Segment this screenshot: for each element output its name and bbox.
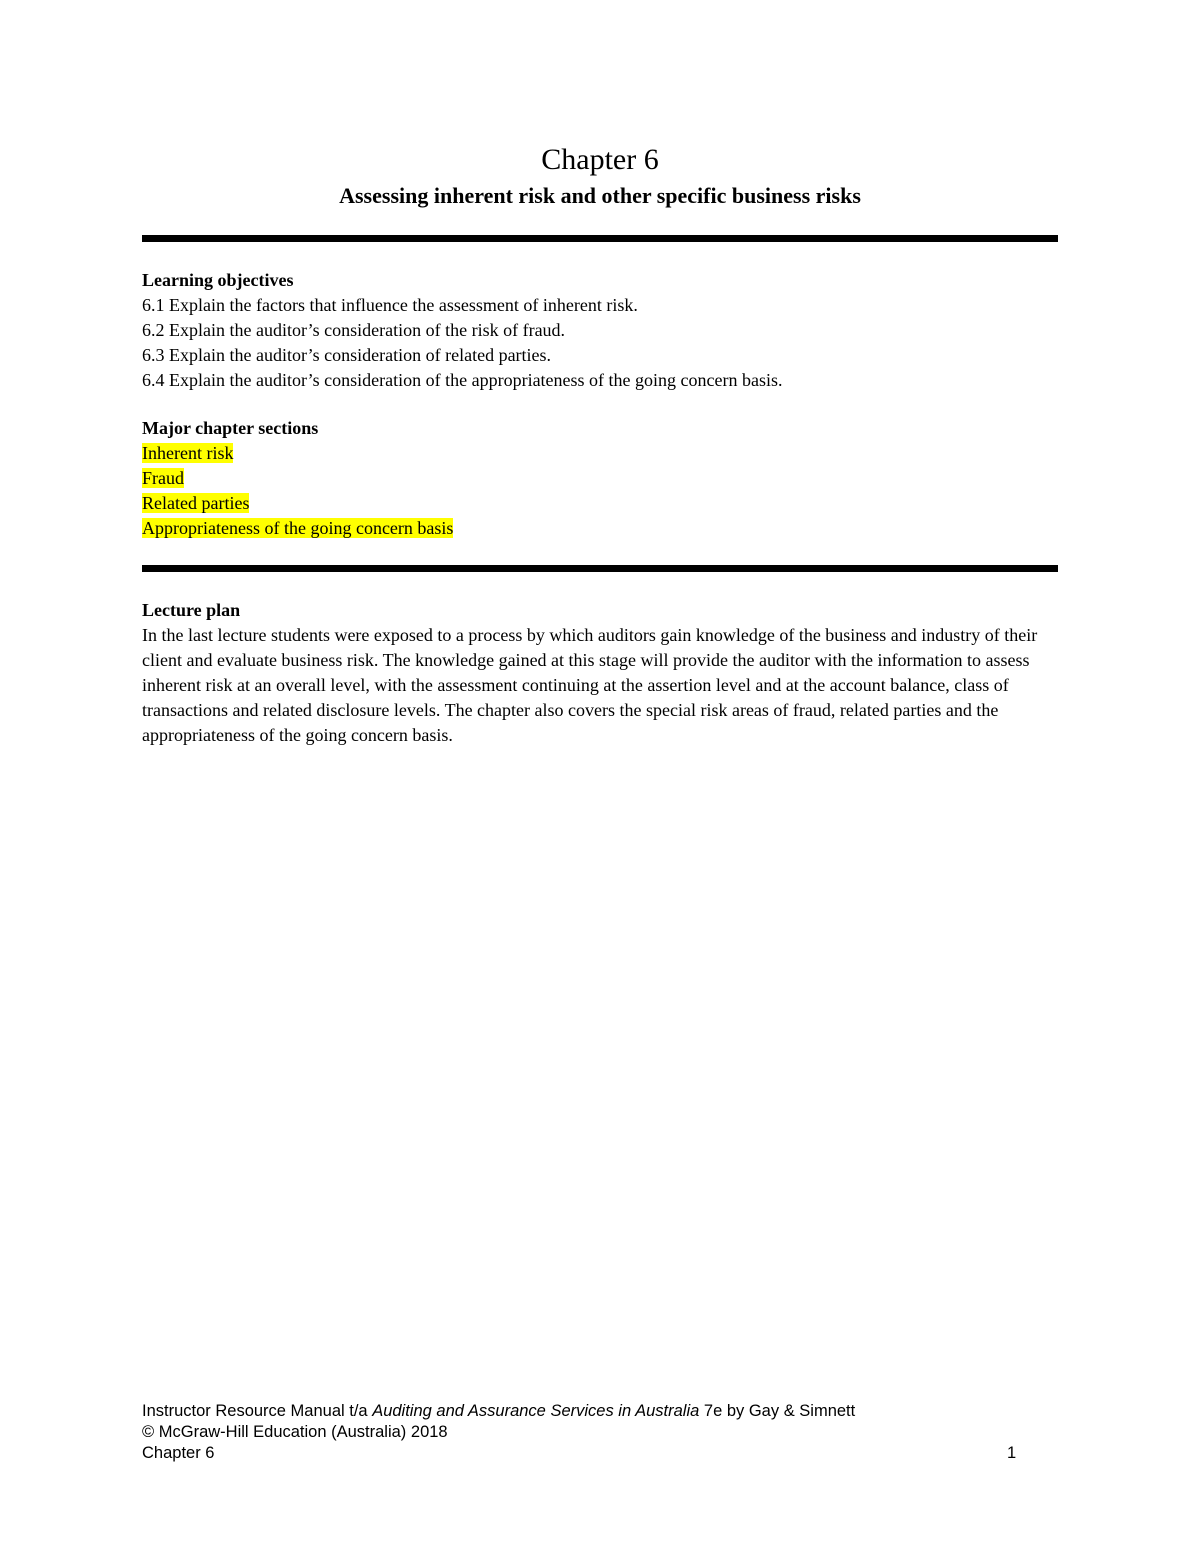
section-item: Appropriateness of the going concern basis bbox=[142, 518, 454, 538]
page-number: 1 bbox=[1007, 1444, 1017, 1462]
section-item: Fraud bbox=[142, 468, 184, 488]
learning-objectives-heading: Learning objectives bbox=[142, 270, 294, 290]
footer-manual-prefix: Instructor Resource Manual t/a bbox=[142, 1402, 373, 1420]
footer-copyright: © McGraw-Hill Education (Australia) 2018 bbox=[142, 1423, 448, 1441]
middle-divider bbox=[142, 565, 1058, 572]
objective-item: 6.2 Explain the auditor’s consideration of the risk of fraud. bbox=[142, 320, 566, 340]
lecture-plan-text: In the last lecture students were exposed to a process by which auditors gain knowledge of the business and industry of their client and evaluate business risk. The knowledge gained at this stage will provide the auditor with the information to assess inherent risk at an overall level, with the assessment continuing at the assertion level and at the account balance, class of transactions and related disclosure levels. The chapter also covers the special risk areas of fraud, related parties and the appropriateness of the going concern basis. bbox=[142, 625, 1038, 745]
objective-item: 6.3 Explain the auditor’s consideration of related parties. bbox=[142, 345, 552, 365]
major-sections-heading: Major chapter sections bbox=[142, 418, 319, 438]
section-item: Related parties bbox=[142, 493, 250, 513]
objective-item: 6.4 Explain the auditor’s consideration of the appropriateness of the going concern basis. bbox=[142, 370, 783, 390]
chapter-subtitle: Assessing inherent risk and other specific business risks bbox=[339, 183, 861, 208]
top-divider bbox=[142, 235, 1058, 242]
major-chapter-sections bbox=[142, 416, 1062, 541]
page-footer bbox=[142, 1401, 1022, 1464]
footer-chapter-label: Chapter 6 bbox=[142, 1444, 215, 1462]
footer-manual-line bbox=[142, 1401, 1022, 1422]
objective-item: 6.1 Explain the factors that influence the assessment of inherent risk. bbox=[142, 295, 638, 315]
footer-manual-suffix: 7e by Gay & Simnett bbox=[699, 1402, 856, 1420]
lecture-plan-heading: Lecture plan bbox=[142, 600, 241, 620]
chapter-title: Chapter 6 bbox=[541, 143, 659, 176]
footer-book-title: Auditing and Assurance Services in Australia bbox=[372, 1402, 700, 1420]
section-item: Inherent risk bbox=[142, 443, 234, 463]
lecture-plan bbox=[142, 598, 1062, 748]
learning-objectives bbox=[142, 268, 1062, 393]
footer-chapter-line bbox=[142, 1443, 1022, 1464]
